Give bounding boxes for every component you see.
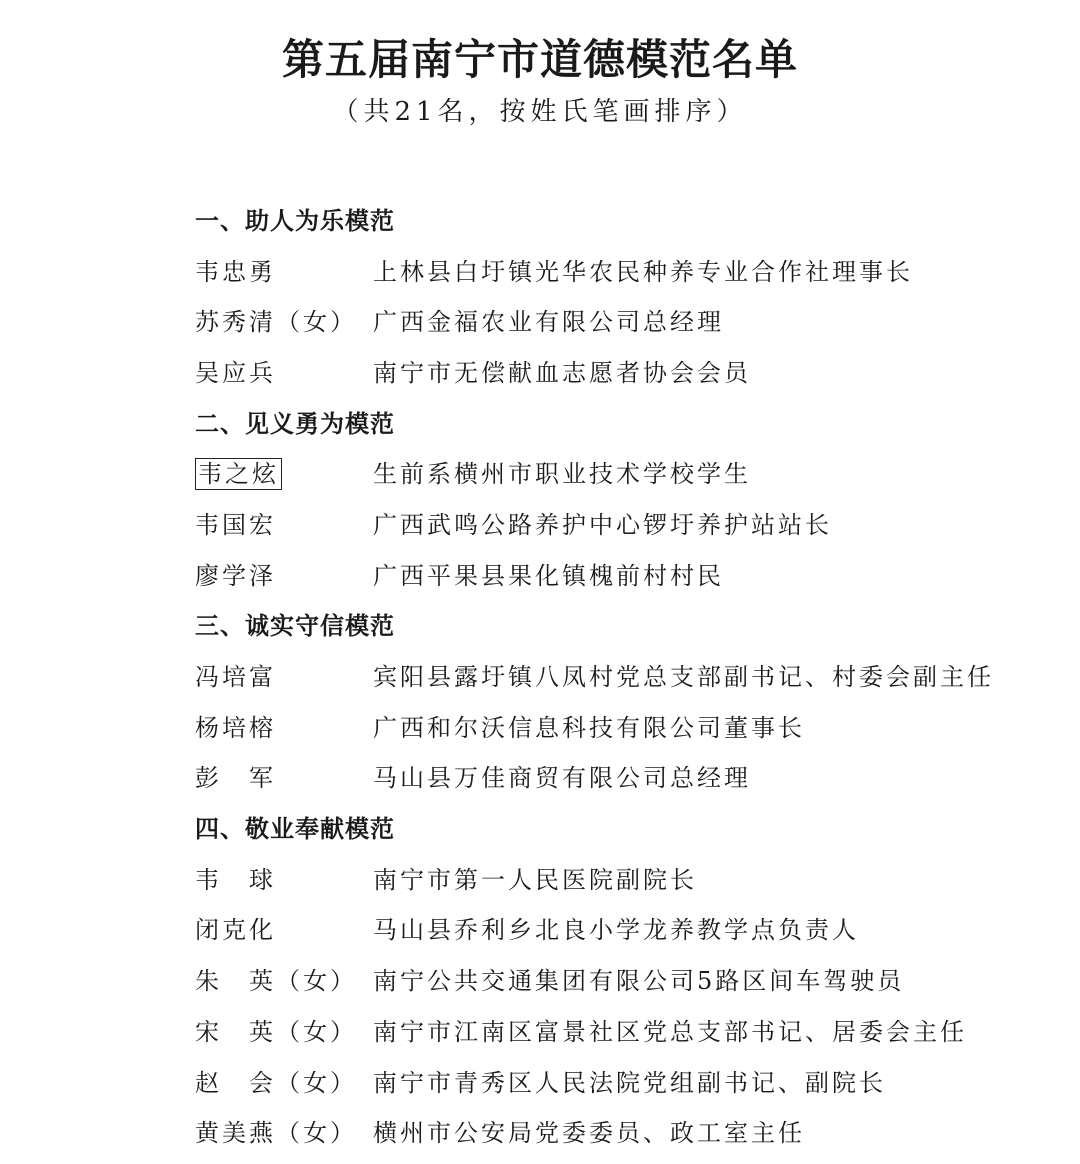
list-item: [195, 649, 1055, 700]
person-description: 南宁公共交通集团有限公司5路区间车驾驶员: [373, 967, 905, 996]
person-description: 广西金福农业有限公司总经理: [373, 308, 724, 337]
list-item: [195, 751, 1055, 802]
person-name: 朱 英（女）: [195, 967, 357, 996]
person-name: 韦忠勇: [195, 257, 276, 286]
person-description: 南宁市青秀区人民法院党组副书记、副院长: [373, 1068, 886, 1097]
person-name: 黄美燕（女）: [195, 1119, 357, 1148]
list-item: [195, 700, 1055, 751]
list-item: [195, 1105, 1055, 1156]
section-heading: 一、助人为乐模范: [195, 206, 395, 235]
person-description: 广西平果县果化镇槐前村村民: [373, 561, 724, 590]
person-description: 南宁市江南区富景社区党总支部书记、居委会主任: [373, 1017, 967, 1046]
list-item: [195, 294, 1055, 345]
document-title: 第五届南宁市道德模范名单: [281, 35, 798, 84]
list-item: [195, 548, 1055, 599]
person-description: 广西武鸣公路养护中心锣圩养护站站长: [373, 510, 832, 539]
person-description: 南宁市第一人民医院副院长: [373, 865, 697, 894]
person-name: 彭 军: [195, 764, 276, 793]
list-item: [195, 446, 1055, 497]
person-name-boxed: [195, 454, 373, 489]
section-heading: 四、敬业奉献模范: [195, 815, 395, 844]
list-item: [195, 345, 1055, 396]
person-name: 苏秀清（女）: [195, 308, 357, 337]
person-name: 闭克化: [195, 916, 276, 945]
person-name: 韦 球: [195, 865, 276, 894]
person-name: 廖学泽: [195, 561, 276, 590]
person-description: 马山县乔利乡北良小学龙养教学点负责人: [373, 916, 859, 945]
list-item: [195, 244, 1055, 295]
person-description: 生前系横州市职业技术学校学生: [373, 460, 751, 489]
person-name: 吴应兵: [195, 358, 276, 387]
list-item: [195, 852, 1055, 903]
section-heading: 三、诚实守信模范: [195, 612, 395, 641]
person-description: 上林县白圩镇光华农民种养专业合作社理事长: [373, 257, 913, 286]
person-description: 宾阳县露圩镇八凤村党总支部副书记、村委会副主任: [373, 663, 994, 692]
honoree-list: [195, 193, 1055, 1156]
list-item: [195, 1004, 1055, 1055]
document-subtitle: （共21名，按姓氏笔画排序）: [332, 97, 748, 127]
person-name: 韦之炫: [195, 458, 282, 490]
person-name: 宋 英（女）: [195, 1017, 357, 1046]
list-item: [195, 497, 1055, 548]
person-name: 冯培富: [195, 663, 276, 692]
person-name: 韦国宏: [195, 510, 276, 539]
person-description: 南宁市无偿献血志愿者协会会员: [373, 358, 751, 387]
list-item: [195, 953, 1055, 1004]
list-item: [195, 903, 1055, 954]
person-description: 横州市公安局党委委员、政工室主任: [373, 1119, 805, 1148]
section-heading: 二、见义勇为模范: [195, 409, 395, 438]
person-description: 马山县万佳商贸有限公司总经理: [373, 764, 751, 793]
person-name: 赵 会（女）: [195, 1068, 357, 1097]
person-description: 广西和尔沃信息科技有限公司董事长: [373, 713, 805, 742]
person-name: 杨培榕: [195, 713, 276, 742]
list-item: [195, 1055, 1055, 1106]
